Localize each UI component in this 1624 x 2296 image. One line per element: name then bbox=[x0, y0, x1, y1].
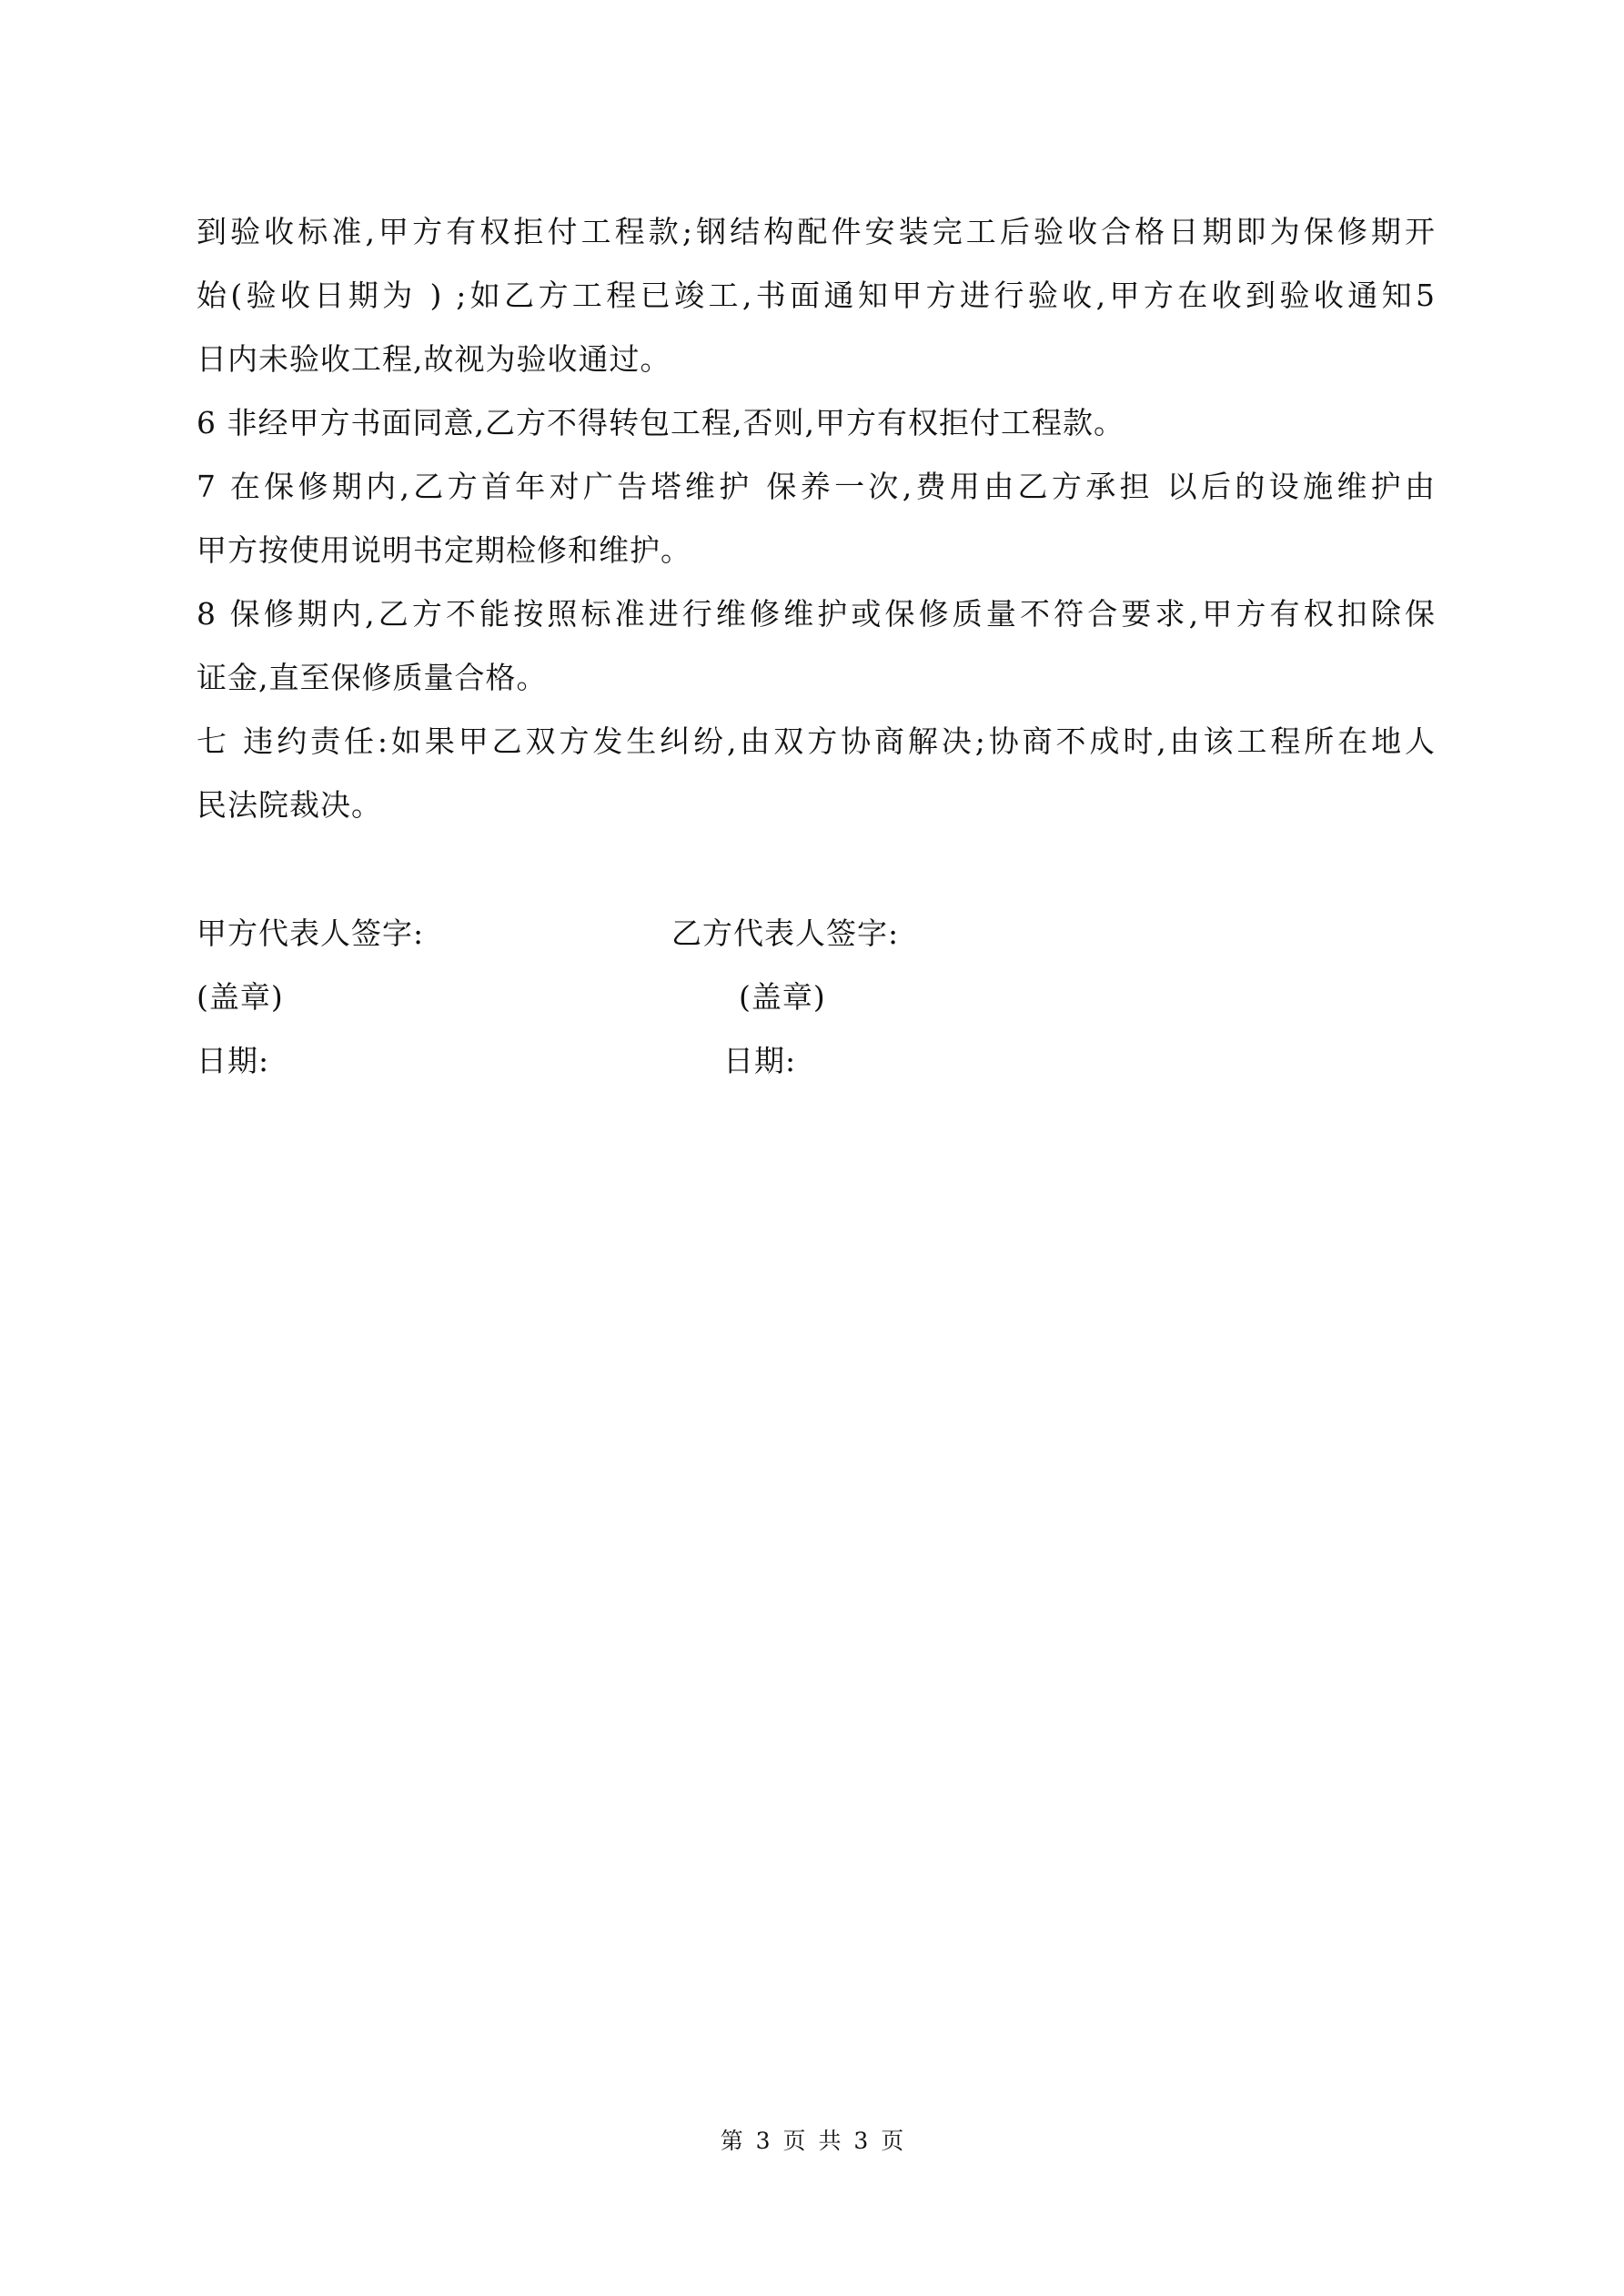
party-b-date: 日期: bbox=[723, 1043, 797, 1078]
clause-7-line-2: 甲方按使用说明书定期检修和维护。 bbox=[197, 532, 691, 568]
clause-7-line-1: 7 在保修期内,乙方首年对广告塔维护 保养一次,费用由乙方承担 以后的设施维护由 bbox=[197, 469, 1436, 504]
contract-body bbox=[197, 200, 1436, 837]
party-b-seal: (盖章) bbox=[739, 979, 826, 1015]
section-7-line-1: 七 违约责任:如果甲乙双方发生纠纷,由双方协商解决;协商不成时,由该工程所在地人 bbox=[197, 723, 1436, 759]
party-a-seal: (盖章) bbox=[197, 979, 284, 1015]
body-line-2: 始(验收日期为 ) ;如乙方工程已竣工,书面通知甲方进行验收,甲方在收到验收通知5 bbox=[197, 278, 1436, 313]
body-line-3: 日内未验收工程,故视为验收通过。 bbox=[197, 341, 671, 377]
body-line-1: 到验收标准,甲方有权拒付工程款;钢结构配件安装完工后验收合格日期即为保修期开 bbox=[197, 214, 1436, 249]
page-number: 第 3 页 共 3 页 bbox=[720, 2128, 904, 2154]
clause-8-line-2: 证金,直至保修质量合格。 bbox=[197, 660, 548, 695]
clause-6: 6 非经甲方书面同意,乙方不得转包工程,否则,甲方有权拒付工程款。 bbox=[197, 405, 1125, 440]
section-7-line-2: 民法院裁决。 bbox=[197, 787, 382, 823]
party-a-date: 日期: bbox=[197, 1043, 270, 1078]
party-b-signature-label: 乙方代表人签字: bbox=[671, 915, 900, 951]
party-a-signature-label: 甲方代表人签字: bbox=[197, 915, 425, 951]
clause-8-line-1: 8 保修期内,乙方不能按照标准进行维修维护或保修质量不符合要求,甲方有权扣除保 bbox=[197, 596, 1436, 632]
